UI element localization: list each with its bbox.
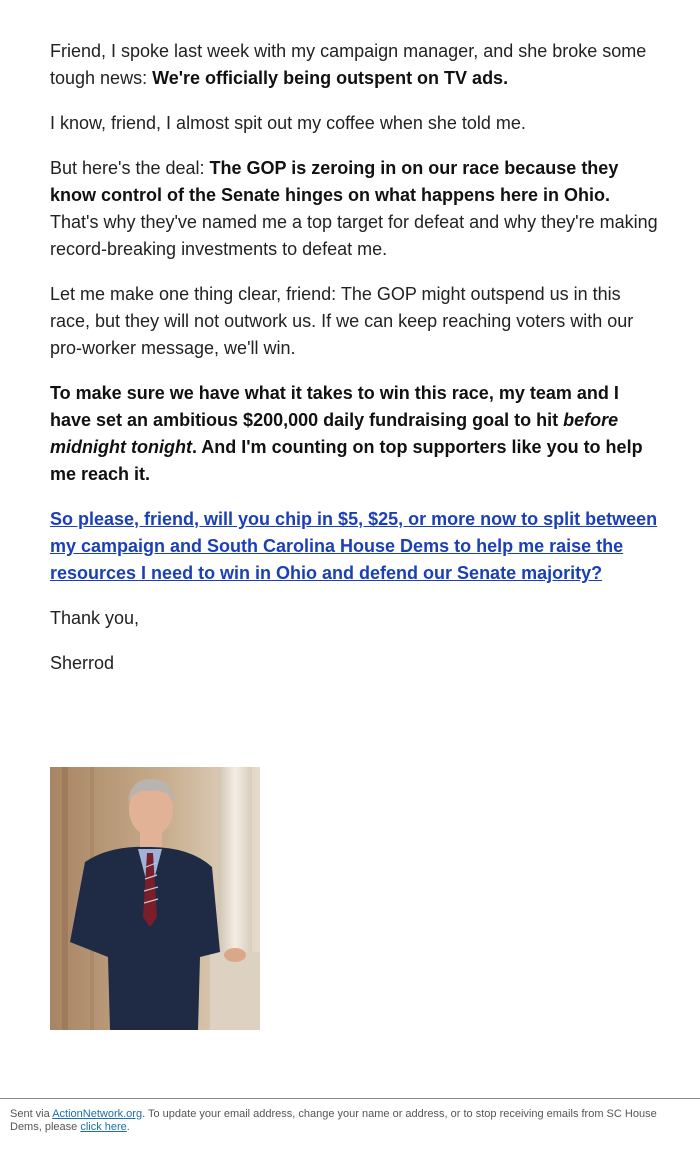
paragraph-1 — [50, 38, 660, 92]
paragraph-3-lead: But here's the deal: — [50, 158, 210, 178]
donate-link[interactable]: So please, friend, will you chip in $5, $25, or more now to split between my campaign and South Carolina House Dems to help me raise the resources I need to win in Ohio and defend our Senate majority? — [50, 509, 658, 583]
paragraph-5-italic: before midnight tonight — [50, 410, 619, 457]
senator-portrait — [50, 767, 260, 1030]
paragraph-3-tail: That's why they've named me a top target for defeat and why they're making record-breaking investments to defeat me. — [50, 212, 658, 259]
paragraph-1-bold: We're officially being outspent on TV ads. — [152, 68, 509, 88]
actionnetwork-link[interactable]: ActionNetwork.org — [52, 1108, 143, 1120]
email-footer — [10, 1108, 680, 1134]
paragraph-5-bold-tail: . And I'm counting on top supporters like you to help me reach it. — [50, 437, 643, 484]
paragraph-5 — [50, 380, 660, 488]
footer-divider — [0, 1098, 700, 1099]
paragraph-3 — [50, 155, 660, 263]
unsubscribe-link[interactable]: click here — [80, 1121, 127, 1133]
footer-middle: . To update your email address, change your name or address, or to stop receiving emails from SC House Dems, please — [10, 1108, 657, 1133]
paragraph-4: Let me make one thing clear, friend: The GOP might outspend us in this race, but they will not outwork us. If we can keep reaching voters with our pro-worker message, we'll win. — [50, 284, 634, 358]
paragraph-2: I know, friend, I almost spit out my coffee when she told me. — [50, 113, 526, 133]
paragraph-1-text: Friend, I spoke last week with my campaign manager, and she broke some tough news: — [50, 41, 647, 88]
thanks-line: Thank you, — [50, 608, 140, 628]
paragraph-5-bold-lead: To make sure we have what it takes to win this race, my team and I have set an ambitious $200,000 daily fundraising goal to hit — [50, 383, 619, 430]
footer-prefix: Sent via — [10, 1108, 53, 1120]
footer-suffix: . — [126, 1121, 130, 1133]
paragraph-3-bold: The GOP is zeroing in on our race because they know control of the Senate hinges on what happens here in Ohio. — [50, 158, 619, 205]
email-body — [50, 38, 660, 695]
signature: Sherrod — [50, 653, 115, 673]
cta-paragraph — [50, 506, 660, 587]
